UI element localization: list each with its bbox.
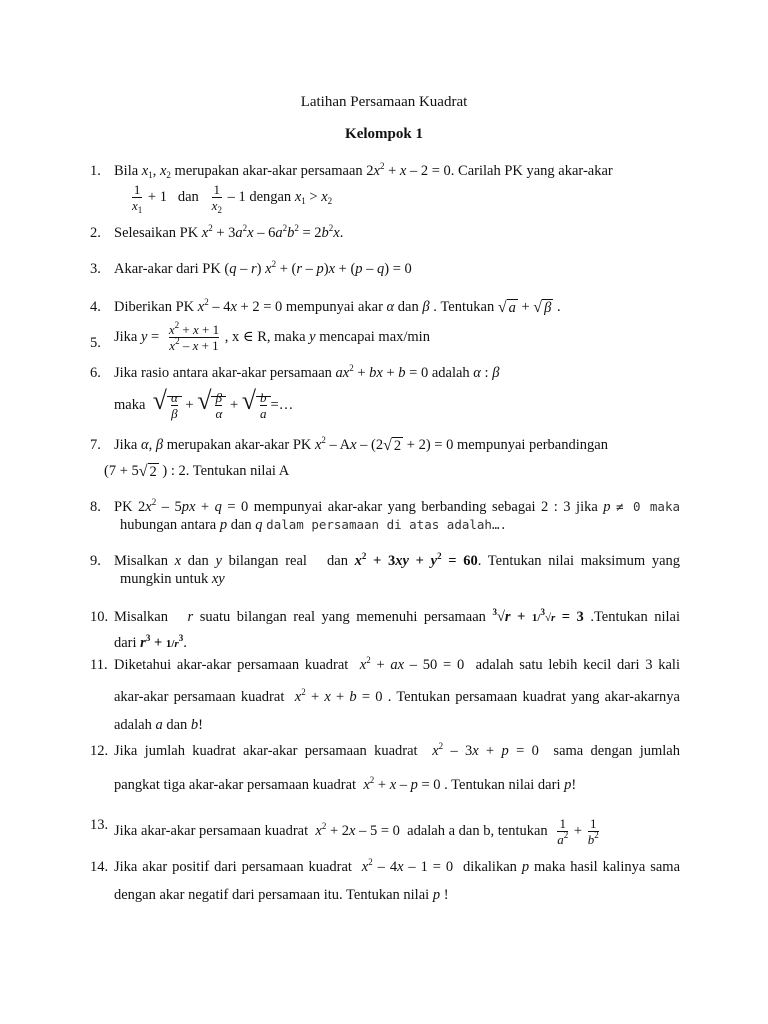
problem-text-2: mungkin untuk xy <box>120 571 225 587</box>
problem-text-2: (7 + 5√ 2 ) : 2. Tentukan nilai A <box>104 462 290 480</box>
problem-text: Jika y = $\frac{x^2 + x + 1}{x^2 - x + 1}$ , x ∈ R, maka y mencapai max/min <box>114 320 430 353</box>
problem-number: 11. <box>90 657 108 673</box>
problem-text: PK $2x^2 - 5px + q = 0$ mempunyai akar-akar yang berbanding sebagai 2 : 3 jika p ≠ 0 maka <box>114 497 680 515</box>
problem-text: Diketahui akar-akar persamaan kuadrat $x^2$ + ax – 50 = 0 adalah satu lebih kecil dari 3 kali <box>114 655 680 673</box>
problem-text-2: hubungan antara p dan q dalam persamaan di atas adalah…. <box>120 517 507 533</box>
problem-number: 1. <box>90 163 101 179</box>
problem-text: Jika akar positif dari persamaan kuadrat $x^2 - 4x - 1 = 0$ dikalikan p maka hasil kalinya sama <box>114 857 681 875</box>
problem-text: Misalkan r suatu bilangan real yang memenuhi persamaan $^3$√r + 1/$^3$√r = 3 .Tentukan nilai <box>114 607 680 625</box>
problem-number: 10. <box>90 609 109 625</box>
problem-number: 4. <box>90 299 101 315</box>
problem-text-2: dari $r^3 + 1/r^3$. <box>114 633 187 651</box>
problem-number: 13. <box>90 817 109 833</box>
problem-text: Jika α, β merupakan akar-akar PK $x^2$ – Ax – (2√ 2 + 2) = 0 mempunyai perbandingan <box>114 435 608 454</box>
problem-number: 7. <box>90 437 101 453</box>
problem-text-3: adalah a dan b! <box>114 717 203 733</box>
problem-formula: $\frac{1}{x_1}$ + 1 dan $\frac{1}{x_2}$ – 1 dengan $x_1 > x_2$ <box>132 182 333 215</box>
problem-number: 9. <box>90 553 101 569</box>
problem-number: 5. <box>90 335 101 351</box>
problem-number: 2. <box>90 225 101 241</box>
problem-text: Jika rasio antara akar-akar persamaan $ax^2$ + bx + b = 0 adalah α : β <box>114 363 500 381</box>
document-title: Latihan Persamaan Kuadrat <box>300 94 468 110</box>
problem-text-2: akar-akar persamaan kuadrat $x^2 + x + b = 0$ . Tentukan persamaan kuadrat yang akar-akarnya <box>114 687 680 705</box>
problem-text: Jika akar-akar persamaan kuadrat $x^2 + 2x - 5 = 0$ adalah a dan b, tentukan $\frac{1}{a^2}$ + $\frac{1}{b^2}$ <box>114 816 599 847</box>
problem-number: 8. <box>90 499 101 515</box>
problem-number: 12. <box>90 743 109 759</box>
problem-number: 3. <box>90 261 101 277</box>
problem-text: Diberikan PK $x^2 - 4x + 2 = 0$ mempunyai akar α dan β . Tentukan √ a + √ β . <box>114 297 561 316</box>
document-subtitle: Kelompok 1 <box>345 126 423 142</box>
problem-text: Bila $x_1$, $x_2$ merupakan akar-akar persamaan $2x^2 + x - 2 = 0$. Carilah PK yang akar-akar <box>114 161 613 180</box>
problem-number: 6. <box>90 365 101 381</box>
problem-text: Selesaikan PK $x^2 + 3a^2x - 6a^2b^2 = 2b^2x$. <box>114 223 344 241</box>
problem-text-2: dengan akar negatif dari persamaan itu. Tentukan nilai p ! <box>114 887 449 903</box>
problem-text: Akar-akar dari PK (q – r) $x^2 + (r - p)x + (p - q) = 0$ <box>114 259 412 277</box>
problem-text-2: pangkat tiga akar-akar persamaan kuadrat $x^2 + x - p = 0$ . Tentukan nilai dari p! <box>114 775 577 793</box>
problem-text: Jika jumlah kuadrat akar-akar persamaan kuadrat $x^2 - 3x + p = 0$ sama dengan jumlah <box>114 741 680 759</box>
problem-formula: maka √ $\frac{\alpha}{\beta}$ + √ $\frac{\beta}{\alpha}$ + √ $\frac{b}{a}$ =… <box>114 385 294 421</box>
problem-number: 14. <box>90 859 109 875</box>
problem-text: Misalkan x dan y bilangan real dan $x^2 + 3xy + y^2 = 60$. Tentukan nilai maksimum yang <box>114 551 681 569</box>
